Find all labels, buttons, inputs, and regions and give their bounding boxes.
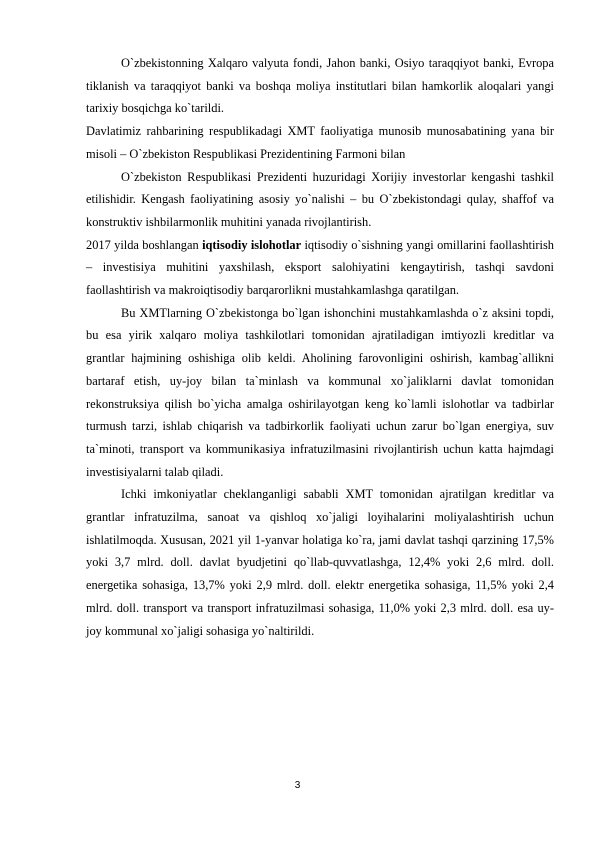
paragraph-4-text-end: iqtisodiy o`sishning yangi omillarini faollashtirish – investisiya muhitini yaxshilash, eksport salohiyatini kengaytirish, tashqi savdoni faollashtirish va makroiqtisodiy barqarorlikni mustahkamlashga qaratilgan.	[86, 237, 554, 298]
paragraph-3	[86, 166, 554, 234]
paragraph-2-text: Davlatimiz rahbarining respublikadagi XMT faoliyatiga munosib munosabatining yana bir misoli – O`zbekiston Respublikasi Prezidentining Farmoni bilan	[86, 124, 554, 161]
paragraph-4	[86, 234, 554, 302]
paragraph-6-text: Ichki imkoniyatlar cheklanganligi sababli XMT tomonidan ajratilgan kreditlar va grantlar infratuzilma, sanoat va qishloq xo`jaligi loyihalarini moliyalashtirish uchun ishlatilmoqda. Xususan, 2021 yil 1-yanvar holatiga ko`ra, jami davlat tashqi qarzining 17,5% yoki 3,7 mlrd. doll. davlat byudjetini qo`llab-quvvatlashga, 12,4% yoki 2,6 mlrd. doll. energetika sohasiga, 13,7% yoki 2,9 mlrd. doll. elektr energetika sohasiga, 11,5% yoki 2,4 mlrd. doll. transport va transport infratuzilmasi sohasiga, 11,0% yoki 2,3 mlrd. doll. esa uy-joy kommunal xo`jaligi sohasiga yo`naltirildi.	[86, 487, 554, 638]
paragraph-6	[86, 483, 554, 642]
paragraph-1	[86, 52, 554, 120]
paragraph-2	[86, 120, 554, 165]
paragraph-4-text-start: 2017 yilda boshlangan	[86, 237, 203, 252]
paragraph-5-text: Bu XMTlarning O`zbekistonga bo`lgan ishonchini mustahkamlashda o`z aksini topdi, bu esa yirik xalqaro moliya tashkilotlari tomonidan ajratiladigan imtiyozli kreditlar va grantlar hajmining oshishiga olib keldi. Aholining farovonligini oshirish, kambag`allikni bartaraf etish, uy-joy bilan ta`minlash va kommunal xo`jaliklarni davlat tomonidan rekonstruksiya qilish bo`yicha amalga oshirilayotgan keng ko`lamli islohotlar va tadbirlar turmush tarzi, ishlab chiqarish va tadbirkorlik faoliyati uchun zarur bo`lgan energiya, suv ta`minoti, transport va kommunikasiya infratuzilmasini rivojlantirish uchun katta hajmdagi investisiyalarni talab qiladi.	[86, 305, 554, 479]
page-number: 3	[294, 780, 301, 791]
paragraph-3-text: O`zbekiston Respublikasi Prezidenti huzuridagi Xorijiy investorlar kengashi tashkil etilishidir. Kengash faoliyatining asosiy yo`nalishi – bu O`zbekistondagi qulay, shaffof va konstruktiv ishbilarmonlik muhitini yanada rivojlantirish.	[86, 169, 554, 229]
paragraph-4-bold-term: iqtisodiy islohotlar	[202, 237, 302, 252]
document-body	[86, 52, 554, 642]
paragraph-1-text: O`zbekistonning Xalqaro valyuta fondi, Jahon banki, Osiyo taraqqiyot banki, Evropa tiklanish va taraqqiyot banki va boshqa moliya institutlari bilan hamkorlik aloqalari yangi tarixiy bosqichga ko`tarildi.	[86, 56, 554, 116]
paragraph-5	[86, 302, 554, 484]
